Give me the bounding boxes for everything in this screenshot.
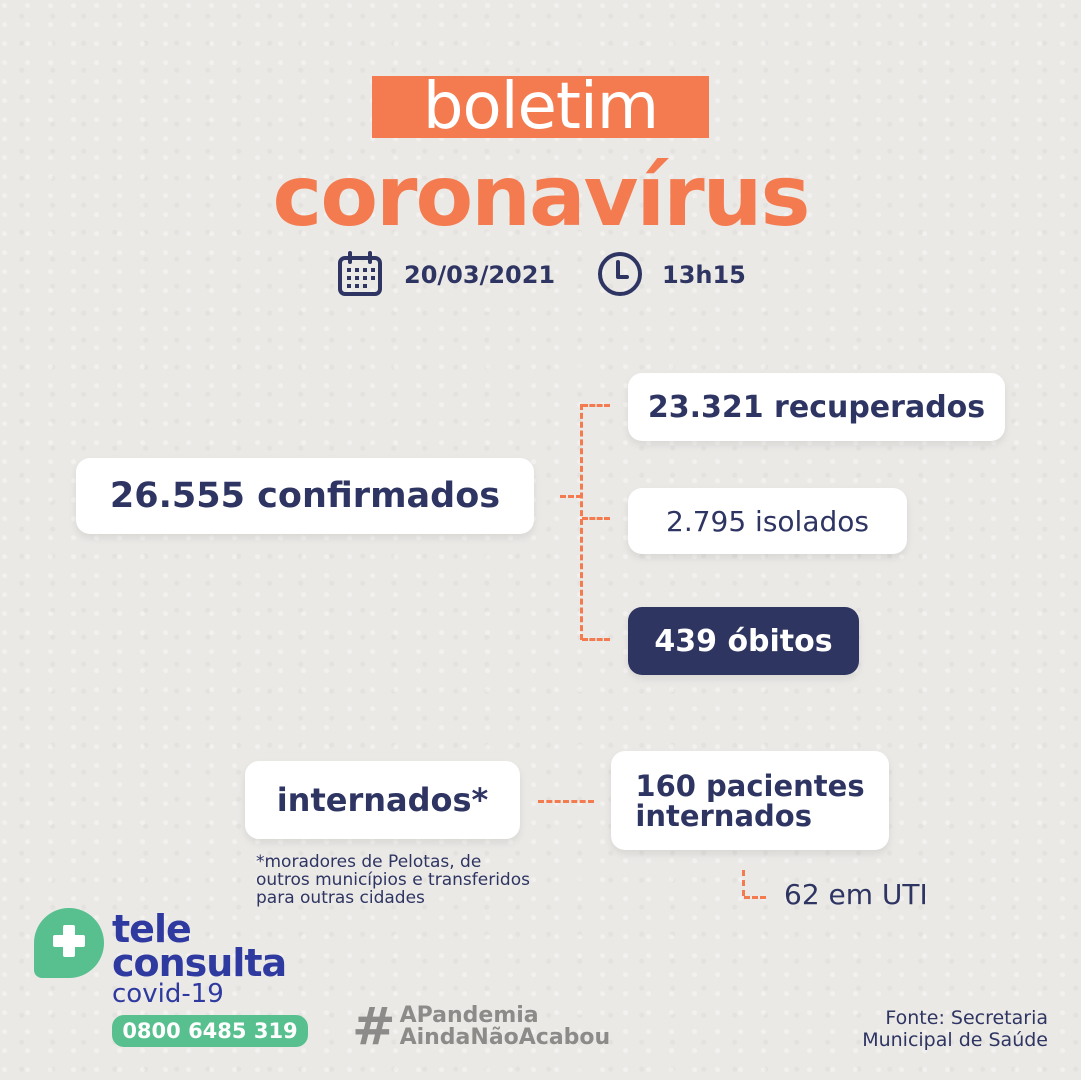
date-group	[336, 250, 555, 300]
footnote-line: outros municípios e transferidos	[256, 870, 530, 890]
hashtag-line2: AindaNãoAcabou	[399, 1025, 611, 1050]
date-text: 20/03/2021	[404, 261, 556, 289]
connector	[582, 517, 610, 520]
recovered-card	[628, 373, 1005, 441]
logo-line2: consulta	[112, 941, 287, 985]
calendar-icon	[336, 250, 386, 300]
logo-line1: tele	[112, 907, 191, 951]
icu-text: 62 em UTI	[784, 878, 928, 911]
footnote	[256, 853, 530, 907]
connector	[560, 495, 582, 498]
hospitalized-card	[245, 761, 520, 839]
confirmed-card	[76, 458, 534, 534]
title-boxed: boletim	[372, 76, 709, 138]
source-line2: Municipal de Saúde	[862, 1029, 1048, 1051]
patients-card	[611, 751, 889, 850]
logo-line3: covid-19	[112, 979, 224, 1009]
hash-icon: #	[352, 997, 396, 1057]
plus-icon	[50, 922, 88, 964]
confirmed-text: 26.555 confirmados	[109, 476, 501, 516]
time-text: 13h15	[662, 261, 746, 289]
hashtag	[352, 997, 611, 1057]
connector	[580, 404, 583, 640]
logo-text	[112, 907, 287, 1009]
source	[862, 1007, 1048, 1051]
source-line1: Fonte: Secretaria	[885, 1007, 1048, 1029]
hospitalized-label: internados*	[276, 781, 489, 819]
patients-line1: 160 pacientes	[635, 768, 865, 803]
logo-pin	[34, 908, 104, 978]
footnote-line: *moradores de Pelotas, de	[256, 852, 482, 872]
connector	[742, 870, 745, 896]
connector	[538, 800, 594, 803]
hashtag-line1: APandemia	[399, 1003, 539, 1028]
connector	[582, 404, 610, 407]
time-group	[596, 250, 746, 300]
footnote-line: para outras cidades	[256, 888, 425, 908]
phone-badge	[112, 1015, 308, 1047]
patients-line2: internados	[635, 798, 812, 833]
phone-number: 0800 6485 319	[122, 1019, 298, 1043]
deaths-text: 439 óbitos	[654, 623, 833, 659]
clock-icon	[596, 250, 646, 300]
connector	[744, 896, 766, 899]
isolated-text: 2.795 isolados	[666, 504, 869, 538]
recovered-text: 23.321 recuperados	[647, 389, 986, 425]
page-title: coronavírus	[272, 147, 809, 245]
connector	[582, 638, 610, 641]
deaths-card	[628, 607, 859, 675]
isolated-card	[628, 488, 907, 554]
